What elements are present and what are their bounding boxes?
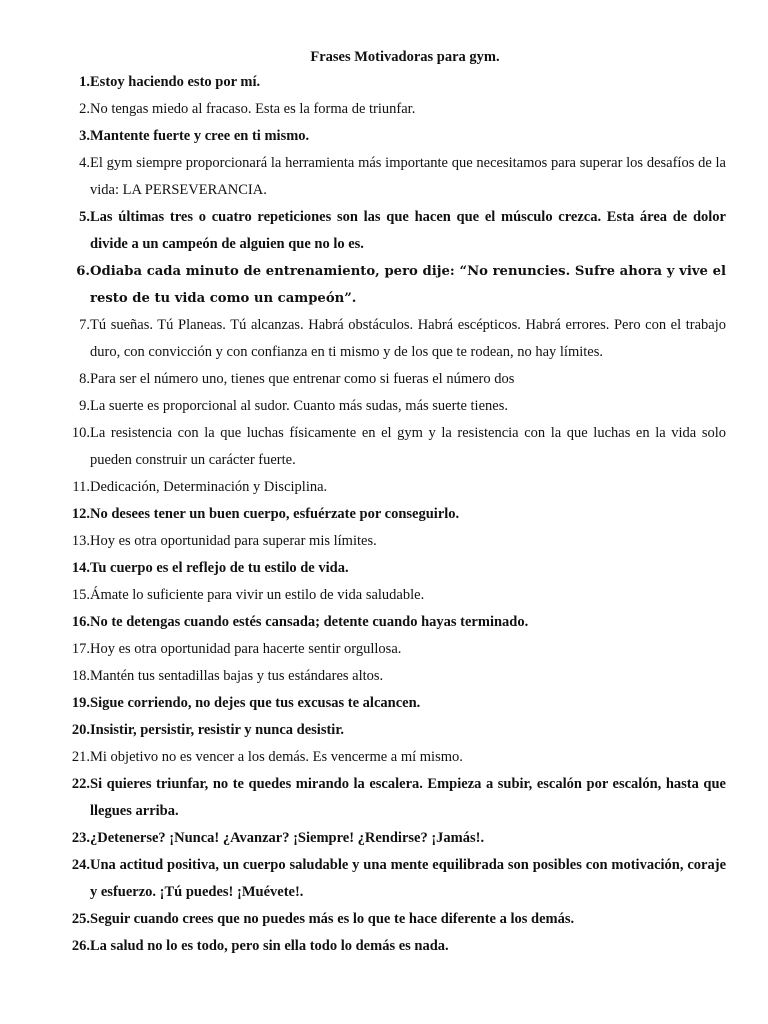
list-item-number: 22.: [71, 776, 90, 792]
list-item: [64, 366, 726, 393]
quote-list: [64, 69, 726, 960]
list-item-number: 2.: [79, 101, 90, 117]
list-item-text: Sigue corriendo, no dejes que tus excusas te alcancen.: [90, 695, 421, 711]
list-item: [64, 609, 726, 636]
list-item-number: 23.: [71, 830, 90, 846]
list-item-number: 8.: [79, 371, 90, 387]
list-item-number: 5.: [79, 209, 90, 225]
list-item: [64, 933, 726, 960]
list-item-text: Si quieres triunfar, no te quedes mirando la escalera. Empieza a subir, escalón por escalón, hasta que llegues arriba.: [90, 776, 726, 819]
list-item-number: 9.: [79, 398, 90, 414]
list-item-text: No tengas miedo al fracaso. Esta es la forma de triunfar.: [90, 101, 416, 117]
list-item-text: Estoy haciendo esto por mí.: [90, 74, 261, 90]
list-item: [64, 258, 726, 312]
list-item: [64, 474, 726, 501]
list-item-number: 6.: [76, 264, 90, 279]
list-item-number: 15.: [71, 587, 90, 603]
list-item-text: Mantente fuerte y cree en ti mismo.: [90, 128, 310, 144]
list-item-number: 17.: [71, 641, 90, 657]
list-item-number: 4.: [79, 155, 90, 171]
list-item-text: Mi objetivo no es vencer a los demás. Es vencerme a mí mismo.: [90, 749, 463, 765]
list-item: [64, 825, 726, 852]
list-item-number: 1.: [79, 74, 90, 90]
list-item-number: 10.: [71, 425, 90, 441]
list-item: [64, 852, 726, 906]
list-item-text: Una actitud positiva, un cuerpo saludable y una mente equilibrada son posibles con motivación, coraje y esfuerzo. ¡Tú puedes! ¡Muévete!.: [90, 857, 726, 900]
document-title: Frases Motivadoras para gym.: [310, 49, 500, 65]
list-item-text: La salud no lo es todo, pero sin ella todo lo demás es nada.: [90, 938, 449, 954]
list-item: [64, 393, 726, 420]
list-item: [64, 501, 726, 528]
list-item-text: Insistir, persistir, resistir y nunca desistir.: [90, 722, 345, 738]
list-item: [64, 96, 726, 123]
list-item-number: 12.: [71, 506, 90, 522]
list-item-number: 19.: [71, 695, 90, 711]
list-item-text: Ámate lo suficiente para vivir un estilo de vida saludable.: [90, 587, 425, 603]
list-item: [64, 555, 726, 582]
list-item: [64, 204, 726, 258]
list-item-number: 24.: [71, 857, 90, 873]
list-item-text: Odiaba cada minuto de entrenamiento, pero dije: “No renuncies. Sufre ahora y vive el resto de tu vida como un campeón”.: [90, 264, 726, 306]
list-item-text: Para ser el número uno, tienes que entrenar como si fueras el número dos: [90, 371, 515, 387]
list-item: [64, 150, 726, 204]
list-item: [64, 663, 726, 690]
list-item-text: Tu cuerpo es el reflejo de tu estilo de vida.: [90, 560, 349, 576]
list-item-text: No desees tener un buen cuerpo, esfuérzate por conseguirlo.: [90, 506, 460, 522]
list-item-number: 14.: [71, 560, 90, 576]
list-item-number: 18.: [71, 668, 90, 684]
list-item-number: 7.: [79, 317, 90, 333]
list-item: [64, 123, 726, 150]
list-item-text: ¿Detenerse? ¡Nunca! ¿Avanzar? ¡Siempre! ¿Rendirse? ¡Jamás!.: [90, 830, 485, 846]
list-item-number: 3.: [79, 128, 90, 144]
list-item-number: 20.: [71, 722, 90, 738]
list-item: [64, 690, 726, 717]
list-item: [64, 582, 726, 609]
list-item-text: Hoy es otra oportunidad para superar mis límites.: [90, 533, 377, 549]
list-item-text: Hoy es otra oportunidad para hacerte sentir orgullosa.: [90, 641, 402, 657]
list-item-text: La resistencia con la que luchas físicamente en el gym y la resistencia con la que luchas en la vida solo pueden construir un carácter fuerte.: [90, 425, 726, 468]
list-item-text: Mantén tus sentadillas bajas y tus estándares altos.: [90, 668, 384, 684]
list-item: [64, 312, 726, 366]
list-item-number: 21.: [71, 749, 90, 765]
list-item-number: 26.: [71, 938, 90, 954]
list-item: [64, 528, 726, 555]
list-item-number: 11.: [72, 479, 90, 495]
list-item-number: 13.: [71, 533, 90, 549]
list-item-text: Tú sueñas. Tú Planeas. Tú alcanzas. Habrá obstáculos. Habrá escépticos. Habrá errores. Pero con el trabajo duro, con convicción y con confianza en ti mismo y de los que te rodean, no hay límites.: [90, 317, 726, 360]
list-item: [64, 906, 726, 933]
list-item: [64, 636, 726, 663]
list-item-number: 16.: [71, 614, 90, 630]
list-item-text: Las últimas tres o cuatro repeticiones son las que hacen que el músculo crezca. Esta área de dolor divide a un campeón de alguien que no lo es.: [90, 209, 726, 252]
list-item: [64, 717, 726, 744]
list-item-text: No te detengas cuando estés cansada; detente cuando hayas terminado.: [90, 614, 529, 630]
list-item-text: Dedicación, Determinación y Disciplina.: [90, 479, 328, 495]
list-item: [64, 771, 726, 825]
list-item: [64, 744, 726, 771]
list-item-text: Seguir cuando crees que no puedes más es lo que te hace diferente a los demás.: [90, 911, 575, 927]
list-item-text: La suerte es proporcional al sudor. Cuanto más sudas, más suerte tienes.: [90, 398, 508, 414]
list-item: [64, 69, 726, 96]
list-item-text: El gym siempre proporcionará la herramienta más importante que necesitamos para superar los desafíos de la vida: LA PERSEVERANCIA.: [90, 155, 726, 198]
list-item: [64, 420, 726, 474]
list-item-number: 25.: [71, 911, 90, 927]
